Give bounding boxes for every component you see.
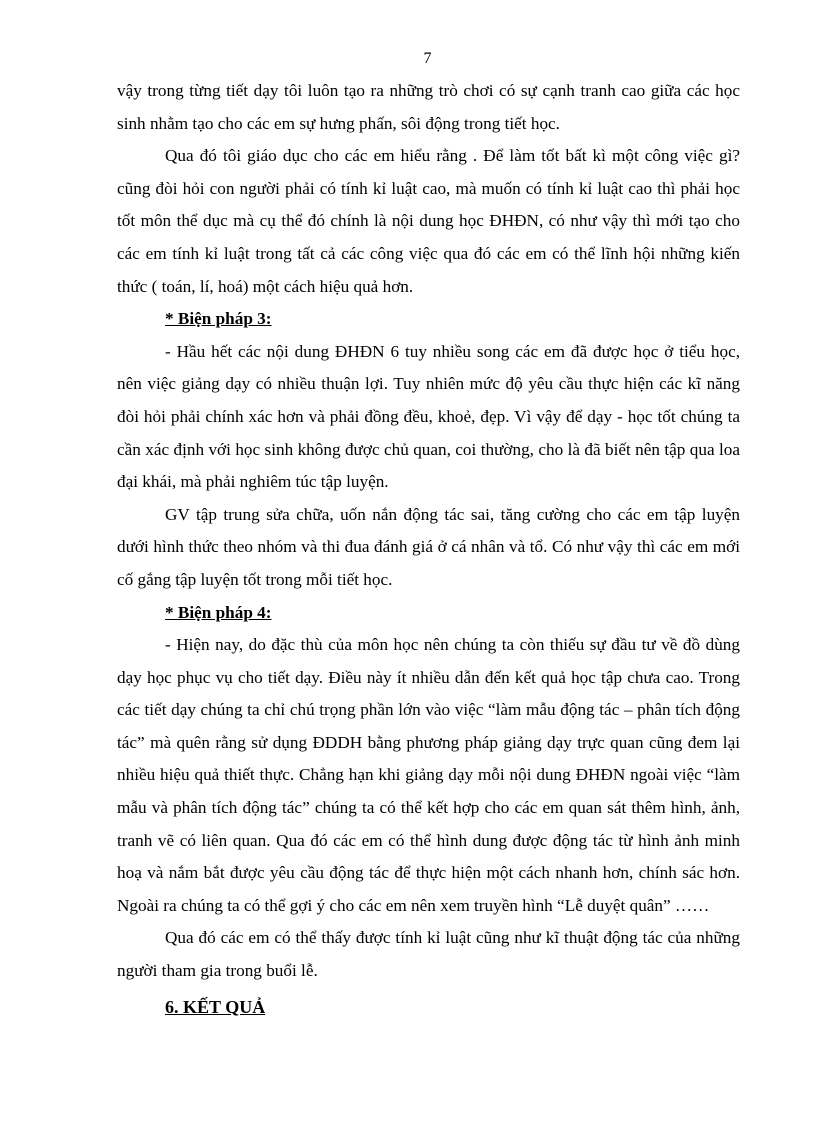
document-body	[117, 75, 740, 1023]
paragraph-discipline: Qua đó tôi giáo dục cho các em hiểu rằng . Để làm tốt bất kì một công việc gì? cũng đòi hỏi con người phải có tính kỉ luật cao, mà muốn có tính kỉ luật cao thì phải học tốt môn thể dục mà cụ thể đó chính là nội dung học ĐHĐN, có như vậy thì mới tạo cho các em tính kỉ luật trong tất cả các công việc qua đó các em có thể lĩnh hội những kiến thức ( toán, lí, hoá) một cách hiệu quả hơn.	[117, 146, 740, 296]
heading-measure-4: * Biện pháp 4:	[165, 602, 272, 622]
page-number: 7	[423, 50, 432, 67]
paragraph-measure-3: - Hầu hết các nội dung ĐHĐN 6 tuy nhiều song các em đã được học ở tiểu học, nên việc giảng dạy có nhiều thuận lợi. Tuy nhiên mức độ yêu cầu thực hiện các kĩ năng đòi hỏi phải chính xác hơn và phải đồng đều, khoẻ, đẹp. Vì vậy để dạy - học tốt chúng ta cần xác định với học sinh không được chủ quan, coi thường, cho là đã biết nên tập qua loa đại khái, mà phải nghiêm túc tập luyện.	[117, 341, 740, 492]
heading-measure-3: * Biện pháp 3:	[165, 309, 272, 329]
paragraph-teacher-correction: GV tập trung sửa chữa, uốn nắn động tác sai, tăng cường cho các em tập luyện dưới hình thức theo nhóm và thi đua đánh giá ở cá nhân và tổ. Có như vậy thì các em mới cố gắng tập luyện tốt trong mỗi tiết học.	[117, 504, 740, 589]
paragraph-measure-4: - Hiện nay, do đặc thù của môn học nên chúng ta còn thiếu sự đầu tư về đồ dùng dạy học phục vụ cho tiết dạy. Điều này ít nhiều dẫn đến kết quả học tập chưa cao. Trong các tiết dạy chúng ta chỉ chú trọng phần lớn vào việc “làm mẫu động tác – phân tích động tác” mà quên rằng sử dụng ĐDDH bằng phương pháp giảng dạy trực quan cũng đem lại nhiều hiệu quả thiết thực. Chẳng hạn khi giảng dạy mỗi nội dung ĐHĐN ngoài việc “làm mẫu và phân tích động tác” chúng ta có thể kết hợp cho các em quan sát thêm hình, ảnh, tranh vẽ có liên quan. Qua đó các em có thể hình dung được động tác từ hình ảnh minh hoạ và nắm bắt được yêu cầu động tác để thực hiện một cách nhanh hơn, chính sác hơn. Ngoài ra chúng ta có thể gợi ý cho các em nên xem truyền hình “Lễ duyệt quân” ……	[117, 635, 740, 915]
paragraph-ceremony: Qua đó các em có thể thấy được tính kỉ luật cũng như kĩ thuật động tác của những người tham gia trong buổi lễ.	[117, 928, 740, 981]
paragraph-continuation: vậy trong từng tiết dạy tôi luôn tạo ra những trò chơi có sự cạnh tranh cao giữa các học sinh nhằm tạo cho các em sự hưng phấn, sôi động trong tiết học.	[117, 81, 740, 133]
heading-results: 6. KẾT QUẢ	[165, 996, 266, 1017]
